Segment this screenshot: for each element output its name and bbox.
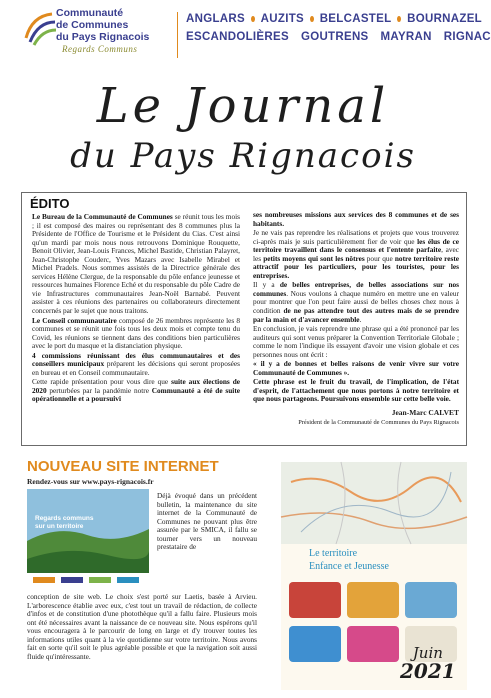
photo-tile [405,582,457,618]
bullet-icon [310,16,314,22]
edito-right-column [253,211,459,427]
section-subtitle: Rendez-vous sur www.pays-rignacois.fr [27,477,154,486]
bold-text: de ne pas attendre tout des autres mais de se prendre par la main et d'avancer ensemble [253,306,460,324]
issue-month: Juin [412,644,443,662]
photo-tile [347,582,399,618]
paragraph [32,213,240,316]
bold-text: ses nombreuses missions aux services des 8 communes et de ses habitants. [253,210,459,228]
paragraph [253,378,459,404]
masthead [0,78,486,188]
panel-subtitle: Enfance et Jeunesse [309,561,389,572]
logo-line-2: de Communes [56,19,129,31]
commune-name: BELCASTEL [319,13,392,25]
commune-name: GOUTRENS [300,31,369,43]
website-thumbnail [27,489,149,589]
section-title: NOUVEAU SITE INTERNET [27,458,219,475]
article-text: Déjà évoqué dans un précédent bulletin, la maintenance du site internet de la Communauté de Communes ne pouvant plus être assurée par le SMICA, il fallu se tourner vers un nouveau prestataire de [157,491,257,552]
text: perturbées par la pandémie notre [46,385,152,395]
community-logo [22,6,170,64]
text: se réunit tous les mois ; il est composé des maires ou représentant des 8 communes plus la Présidente de l'Office de Tourisme et le Président du Cias. C'est ainsi qu'un mardi par mois nous nous retrouvons Dominique Rouquette, Benoit Olivier, Jean-Louis Frances, Michel Bastide, Christian Palayret, Jean-Christophe Couderc, Yves Mazars avec Isabelle Mirabel et Michel Pradels. Nous sommes assistés de la Directrice générale des services Hélène Clergue, de la responsable du pôle enfance jeunesse et ressources humaines Florence Eché et du responsable du pôle Cadre de vie Infrastructures communautaires Jean-Noël Barnabé. Peuvent assister à ces réunions des partenaires ou collaborateurs directement concernés par le sujet que nous traitons. [32,212,240,316]
communes-row-2 [186,28,491,46]
text: . Nous voulons à chaque numéro en mettre une en valeur pour montrer que l'on peut faire aussi de belles choses chez nous à condition [253,288,459,316]
communes-list [186,10,491,46]
commune-name: MAYRAN [380,31,432,43]
header-divider [177,12,178,58]
bold-text: « il y a de bonnes et belles raisons de venir vivre sur votre Communauté de Communes ». [253,359,459,377]
masthead-subtitle: du Pays Rignacois [70,136,416,176]
article-text: conception de site web. Le choix s'est porté sur Laetis, basée à Arvieu. L'arborescence établie avec eux, c'est tout un travail de rédaction, de collecte d'infos et de constitution d'une photothèque qu'il a fallu faire. Plusieurs mois ont été nécessaires avant la naissance de ce nouveau site. Nous espérons qu'il vous encouragera à le parcourir de long en large et d'y trouver toutes les informations utiles quant à la vie quotidienne sur votre territoire. Nous avons fait en sorte qu'il soit le plus agréable possible et que la navigation soit aussi fluide qu'intéressante. [27,592,257,661]
bold-text: Communauté a été de suite opérationnelle et a poursuivi [32,385,241,404]
bold-text: Cette phrase est le fruit du travail, de l'implication, de l'état d'esprit, de l'attachement que nous portons à notre territoire et que nous partageons. Poursuivons ensemble sur cette belle voie. [253,377,459,404]
text: . [359,314,362,324]
logo-line-1: Communauté [56,7,124,19]
photo-tile [289,582,341,618]
paragraph [253,360,459,377]
bold-text: notre territoire reste attractif pour les particuliers, pour les touristes, pour les entreprises. [253,253,460,280]
commune-name: AUZITS [260,13,304,25]
text: , avec les [253,245,459,263]
thumbnail-caption: Regards communs sur un territoire [35,515,94,530]
bullet-icon [251,16,255,22]
bullet-icon [397,16,401,22]
bold-text: suite aux élections de 2020 [32,377,241,395]
edito-heading: ÉDITO [30,196,70,211]
bold-text: les élus de ce territoire travaillent dans le consensus et l'entente parfaite [253,236,459,255]
text: Je ne vais pas reprendre les réalisations et projets que vous trouverez ci-après mais je suis particulièrement fier de voir que [253,228,459,246]
text: En conclusion, je vais reprendre une phrase qui a été prononcé par les auditeurs qui sont venus préparer la Convention Territoriale Globale ; comme le nom l'indique ils essayent d'avoir une vision globale et ces personnes nous ont écrit : [253,324,459,359]
text: préparent les décisions qui seront proposées en bureau et en Conseil communautaire. [32,359,241,377]
signature-role: Président de la Communauté de Communes du Pays Rignacois [298,418,459,426]
header [0,0,491,72]
commune-name: BOURNAZEL [407,13,482,25]
logo-line-3: du Pays Rignacois [56,31,150,43]
commune-name: ANGLARS [186,13,245,25]
communes-row-1 [186,10,482,28]
commune-name: RIGNAC [443,31,491,43]
logo-tagline: Regards Communs [62,44,138,54]
text: composé de 26 membres représente les 8 communes et se réunit une fois tous les deux mois et compte tenu du Covid, les réunions se tiennent dans des conditions bien particulières avec le port du masque et la distanciation physique. [32,315,241,351]
edito-left-column [32,213,240,405]
paragraph [32,352,240,378]
bold-text: petits moyens qui sont les nôtres [263,253,365,263]
issue-year: 2021 [400,659,456,683]
photo-tile [289,626,341,662]
signature: Jean-Marc CALVET [391,408,459,418]
bold-text: 4 commissions réunissant des élus communautaires et des conseillers municipaux [32,350,240,369]
paragraph [253,325,459,359]
logo-mark-icon [22,8,58,48]
masthead-title: Le Journal [96,78,390,134]
paragraph [253,211,459,228]
issue-date [400,645,456,681]
commune-name: ESCANDOLIÈRES [186,31,289,43]
edito-box [21,192,467,446]
text: Cette rapide présentation pour vous dire que [32,377,172,387]
landscape-image [27,489,149,589]
territory-map [281,462,467,544]
bold-text: Le Bureau de la Communauté de Communes [32,212,173,221]
paragraph [253,229,459,280]
paragraph [32,317,240,351]
bold-text: Le Conseil communautaire [32,315,117,325]
panel-title: Le territoire [309,548,358,559]
text: Il y a [253,280,280,290]
text: pour que [364,253,395,263]
paragraph [253,281,459,324]
photo-tile [347,626,399,662]
paragraph [32,378,240,404]
bold-text: de belles entreprises, de belles associations sur nos communes [253,280,459,298]
map-image [281,462,467,544]
